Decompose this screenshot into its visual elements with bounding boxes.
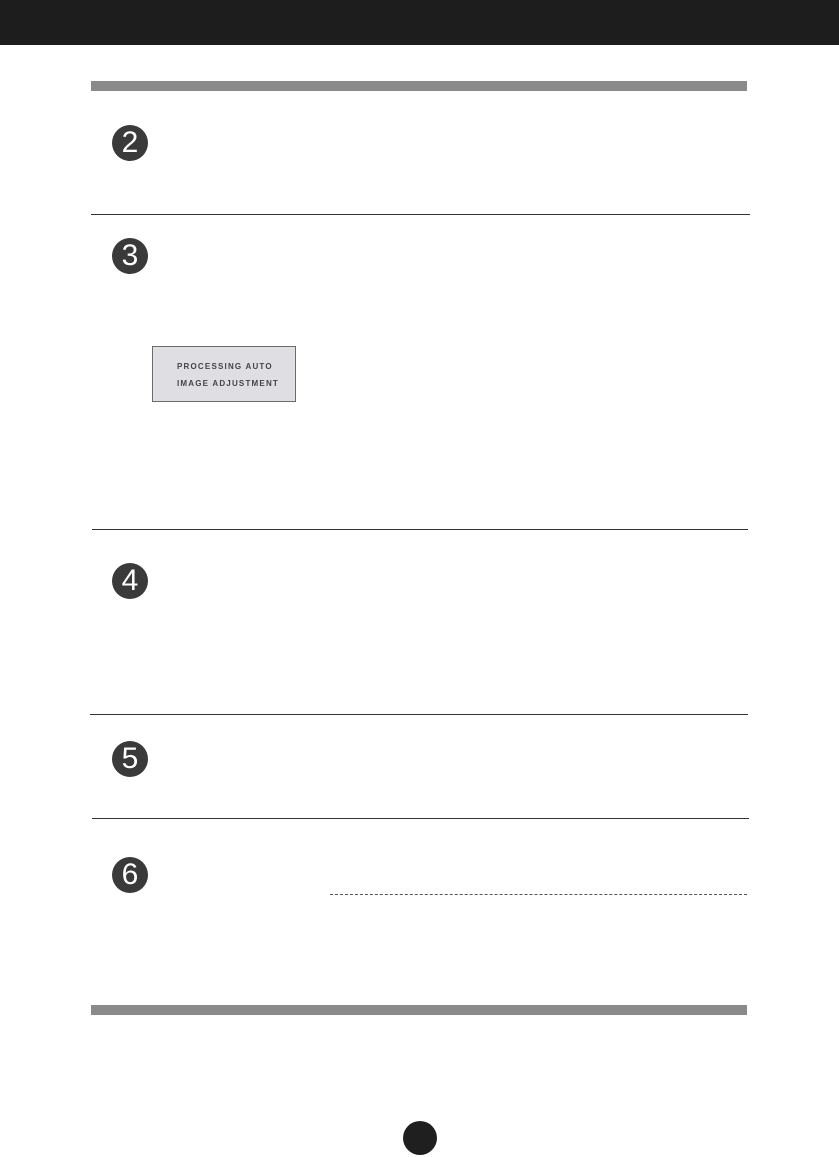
step-3-number: 3 (121, 239, 139, 272)
step-6-badge (112, 857, 148, 893)
osd-message-box (152, 346, 296, 402)
step-5-number: 5 (121, 742, 139, 775)
osd-message-line-2: IMAGE ADJUSTMENT (177, 379, 280, 388)
step-3-badge (112, 238, 148, 274)
section-divider (92, 529, 748, 530)
osd-message-line-1: PROCESSING AUTO (177, 362, 273, 371)
section-top-bar (91, 81, 747, 91)
step-5-badge (112, 741, 148, 777)
section-divider (90, 714, 748, 715)
section-bottom-bar (91, 1005, 747, 1015)
section-divider (91, 214, 750, 215)
page-header-bar (0, 0, 839, 45)
section-divider (92, 818, 749, 819)
dashed-divider (330, 894, 747, 895)
step-2-number: 2 (121, 126, 139, 159)
step-6-number: 6 (121, 858, 139, 891)
step-4-badge (112, 563, 148, 599)
step-2-badge (112, 125, 148, 161)
step-4-number: 4 (121, 564, 139, 597)
page-number-marker (403, 1121, 437, 1155)
